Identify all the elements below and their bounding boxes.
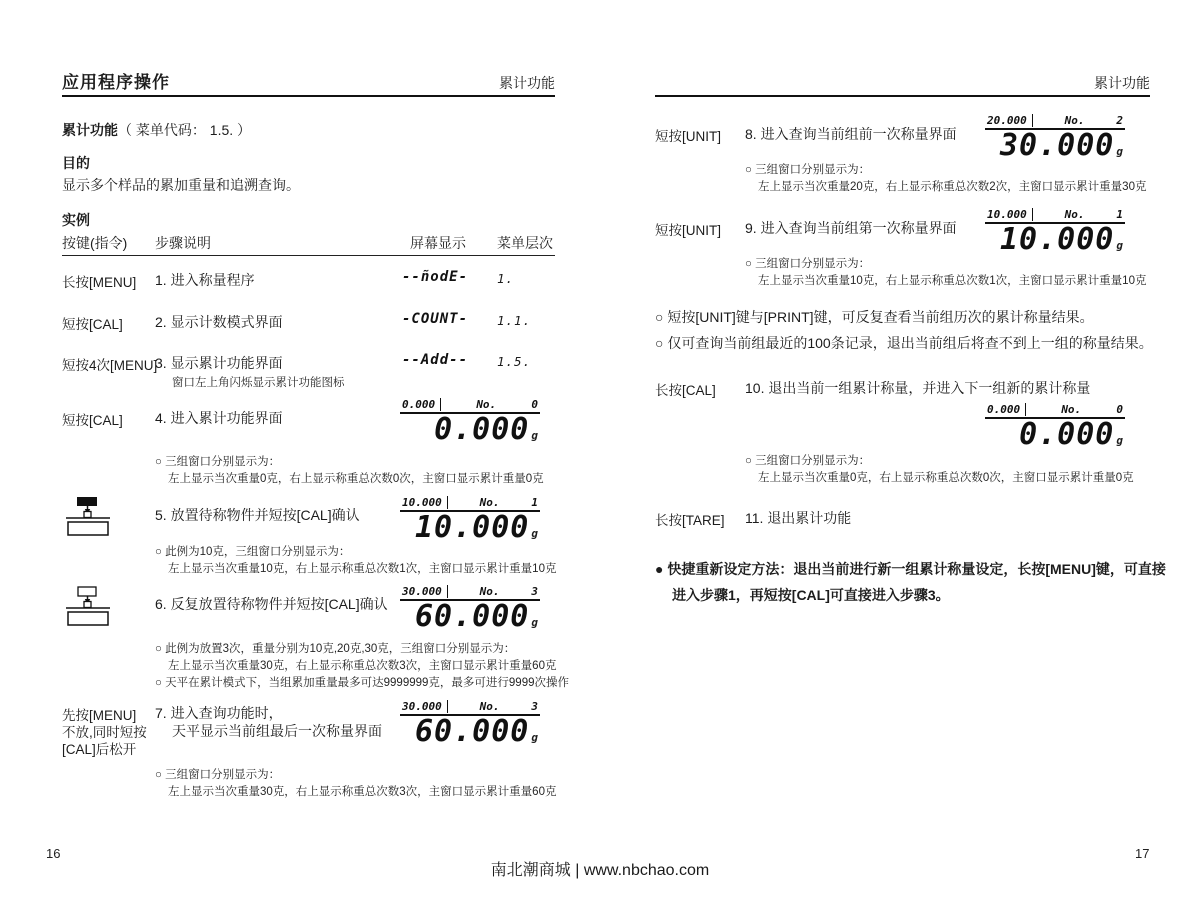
query-bullet-1: ○ 短按[UNIT]键与[PRINT]键，可反复查看当前组历次的累计称量结果。	[655, 309, 1094, 325]
lcd-last-weight: 30.000	[402, 585, 448, 598]
shortcut-note-line1: ● 快捷重新设定方法：退出当前进行新一组累计称量设定，长按[MENU]键，可直接	[655, 561, 1166, 577]
place-weight-repeat-icon	[64, 586, 112, 628]
step10-note-2: 左上显示当次重量0克，右上显示称重总次数0次，主窗口显示累计重量0克	[758, 472, 1134, 484]
lcd-main-row	[400, 601, 540, 638]
lcd-last-weight: 30.000	[402, 700, 448, 713]
lcd-last-weight: 10.000	[402, 496, 448, 509]
lcd-last-weight: 20.000	[987, 114, 1033, 127]
step5-text: 5. 放置待称物件并短按[CAL]确认	[155, 507, 360, 523]
step4-text: 4. 进入累计功能界面	[155, 410, 283, 426]
step3-screen: --Add--	[402, 352, 469, 368]
feature-title: 累计功能	[62, 122, 118, 138]
step6-note-2: 左上显示当次重量30克，右上显示称重总次数3次，主窗口显示累计重量60克	[168, 660, 557, 672]
lcd-unit: g	[531, 527, 538, 540]
feature-code: （ 菜单代码： 1.5. ）	[118, 122, 252, 138]
step10-note-1: ○ 三组窗口分别显示为：	[745, 455, 871, 467]
step1-text: 1. 进入称量程序	[155, 272, 255, 288]
step7-text-line1: 7. 进入查询功能时，	[155, 705, 283, 721]
step7-key-line1: 先按[MENU]	[62, 708, 137, 723]
step3-subnote: 窗口左上角闪烁显示累计功能图标	[172, 377, 345, 389]
left-header-section: 累计功能	[499, 75, 555, 91]
step9-lcd-display	[985, 208, 1125, 261]
lcd-main-row	[985, 224, 1125, 261]
step7-note-2: 左上显示当次重量30克，右上显示称重总次数3次，主窗口显示累计重量60克	[168, 786, 557, 798]
right-page-number: 17	[1135, 846, 1150, 861]
lcd-count: 3	[531, 585, 538, 598]
step4-lcd-display	[400, 398, 540, 451]
right-header-section: 累计功能	[1094, 75, 1150, 91]
lcd-count: 1	[531, 496, 538, 509]
step7-key-line3: [CAL]后松开	[62, 742, 137, 757]
col-key-header: 按键(指令)	[62, 235, 128, 251]
step2-menu-level: 1.1.	[497, 313, 532, 328]
lcd-count: 0	[531, 398, 538, 411]
lcd-main-value: 10.000	[1000, 222, 1115, 257]
step7-note-1: ○ 三组窗口分别显示为：	[155, 769, 281, 781]
purpose-text: 显示多个样品的累加重量和追溯查询。	[62, 177, 300, 193]
left-page-number: 16	[46, 846, 61, 861]
step4-key: 短按[CAL]	[62, 413, 123, 428]
step8-key: 短按[UNIT]	[655, 129, 721, 144]
step5-note-2: 左上显示当次重量10克，右上显示称重总次数1次，主窗口显示累计重量10克	[168, 563, 557, 575]
lcd-main-row	[400, 512, 540, 549]
lcd-no-label: No.	[1064, 114, 1085, 127]
footer-site-link[interactable]: 南北潮商城 | www.nbchao.com	[490, 862, 710, 879]
lcd-count: 0	[1116, 403, 1123, 416]
lcd-main-value: 0.000	[1019, 417, 1115, 452]
lcd-main-value: 60.000	[415, 599, 530, 634]
lcd-main-row	[400, 414, 540, 451]
step2-text: 2. 显示计数模式界面	[155, 314, 283, 330]
lcd-unit: g	[531, 731, 538, 744]
step4-note-1: ○ 三组窗口分别显示为：	[155, 456, 281, 468]
example-label: 实例	[62, 212, 90, 228]
lcd-no-label: No.	[1064, 208, 1085, 221]
purpose-label: 目的	[62, 155, 90, 171]
lcd-main-value: 0.000	[434, 412, 530, 447]
lcd-main-value: 10.000	[415, 510, 530, 545]
step6-note-1: ○ 此例为放置3次，重量分别为10克,20克,30克，三组窗口分别显示为：	[155, 643, 516, 655]
step6-note-3: ○ 天平在累计模式下，当组累加重量最多可达9999999克，最多可进行9999次操作	[155, 677, 569, 689]
lcd-main-row	[985, 419, 1125, 456]
step9-note-1: ○ 三组窗口分别显示为：	[745, 258, 871, 270]
step3-text: 3. 显示累计功能界面	[155, 355, 283, 371]
step10-lcd-display	[985, 403, 1125, 456]
right-header-rule	[655, 95, 1150, 97]
step11-text: 11. 退出累计功能	[745, 510, 852, 526]
feature-line	[62, 120, 251, 140]
step1-menu-level: 1.	[497, 271, 515, 286]
left-header-rule	[62, 95, 555, 97]
shortcut-note-line2: 进入步骤1，再短按[CAL]可直接进入步骤3。	[672, 587, 950, 603]
step8-text: 8. 进入查询当前组前一次称量界面	[745, 126, 957, 142]
step10-key: 长按[CAL]	[655, 383, 716, 398]
col-menu-header: 菜单层次	[497, 235, 553, 251]
col-step-header: 步骤说明	[155, 235, 211, 251]
lcd-count: 2	[1116, 114, 1123, 127]
lcd-count: 3	[531, 700, 538, 713]
step4-note-2: 左上显示当次重量0克，右上显示称重总次数0次，主窗口显示累计重量0克	[168, 473, 544, 485]
step2-key: 短按[CAL]	[62, 317, 123, 332]
step7-text-line2: 天平显示当前组最后一次称量界面	[172, 723, 382, 739]
step7-lcd-display	[400, 700, 540, 753]
step5-note-1: ○ 此例为10克，三组窗口分别显示为：	[155, 546, 351, 558]
step9-text: 9. 进入查询当前组第一次称量界面	[745, 220, 957, 236]
step5-lcd-display	[400, 496, 540, 549]
step1-key: 长按[MENU]	[62, 275, 137, 290]
lcd-count: 1	[1116, 208, 1123, 221]
lcd-no-label: No.	[479, 585, 500, 598]
lcd-no-label: No.	[1061, 403, 1082, 416]
step11-key: 长按[TARE]	[655, 513, 725, 528]
step10-text: 10. 退出当前一组累计称量，并进入下一组新的累计称量	[745, 380, 1091, 396]
col-screen-header: 屏幕显示	[410, 235, 466, 251]
lcd-unit: g	[531, 429, 538, 442]
lcd-main-row	[985, 130, 1125, 167]
lcd-main-value: 30.000	[1000, 128, 1115, 163]
lcd-unit: g	[1116, 434, 1123, 447]
lcd-unit: g	[1116, 145, 1123, 158]
lcd-last-weight: 0.000	[987, 403, 1026, 416]
step1-screen: --ñodE-	[402, 269, 469, 285]
step6-text: 6. 反复放置待称物件并短按[CAL]确认	[155, 596, 388, 612]
place-weight-icon	[64, 496, 112, 538]
lcd-no-label: No.	[479, 496, 500, 509]
lcd-last-weight: 0.000	[402, 398, 441, 411]
step6-lcd-display	[400, 585, 540, 638]
step8-lcd-display	[985, 114, 1125, 167]
step3-key: 短按4次[MENU]	[62, 358, 158, 373]
lcd-no-label: No.	[479, 700, 500, 713]
left-page-title: 应用程序操作	[62, 73, 170, 92]
step9-note-2: 左上显示当次重量10克，右上显示称重总次数1次，主窗口显示累计重量10克	[758, 275, 1147, 287]
lcd-unit: g	[531, 616, 538, 629]
lcd-unit: g	[1116, 239, 1123, 252]
lcd-last-weight: 10.000	[987, 208, 1033, 221]
query-bullet-2: ○ 仅可查询当前组最近的100条记录，退出当前组后将查不到上一组的称量结果。	[655, 335, 1153, 351]
step7-key-line2: 不放,同时短按	[62, 725, 147, 740]
step8-note-2: 左上显示当次重量20克，右上显示称重总次数2次，主窗口显示累计重量30克	[758, 181, 1147, 193]
table-header-rule	[62, 255, 555, 256]
step2-screen: -COUNT-	[402, 311, 469, 327]
lcd-main-row	[400, 716, 540, 753]
lcd-main-value: 60.000	[415, 714, 530, 749]
step8-note-1: ○ 三组窗口分别显示为：	[745, 164, 871, 176]
step9-key: 短按[UNIT]	[655, 223, 721, 238]
step3-menu-level: 1.5.	[497, 354, 532, 369]
lcd-no-label: No.	[476, 398, 497, 411]
